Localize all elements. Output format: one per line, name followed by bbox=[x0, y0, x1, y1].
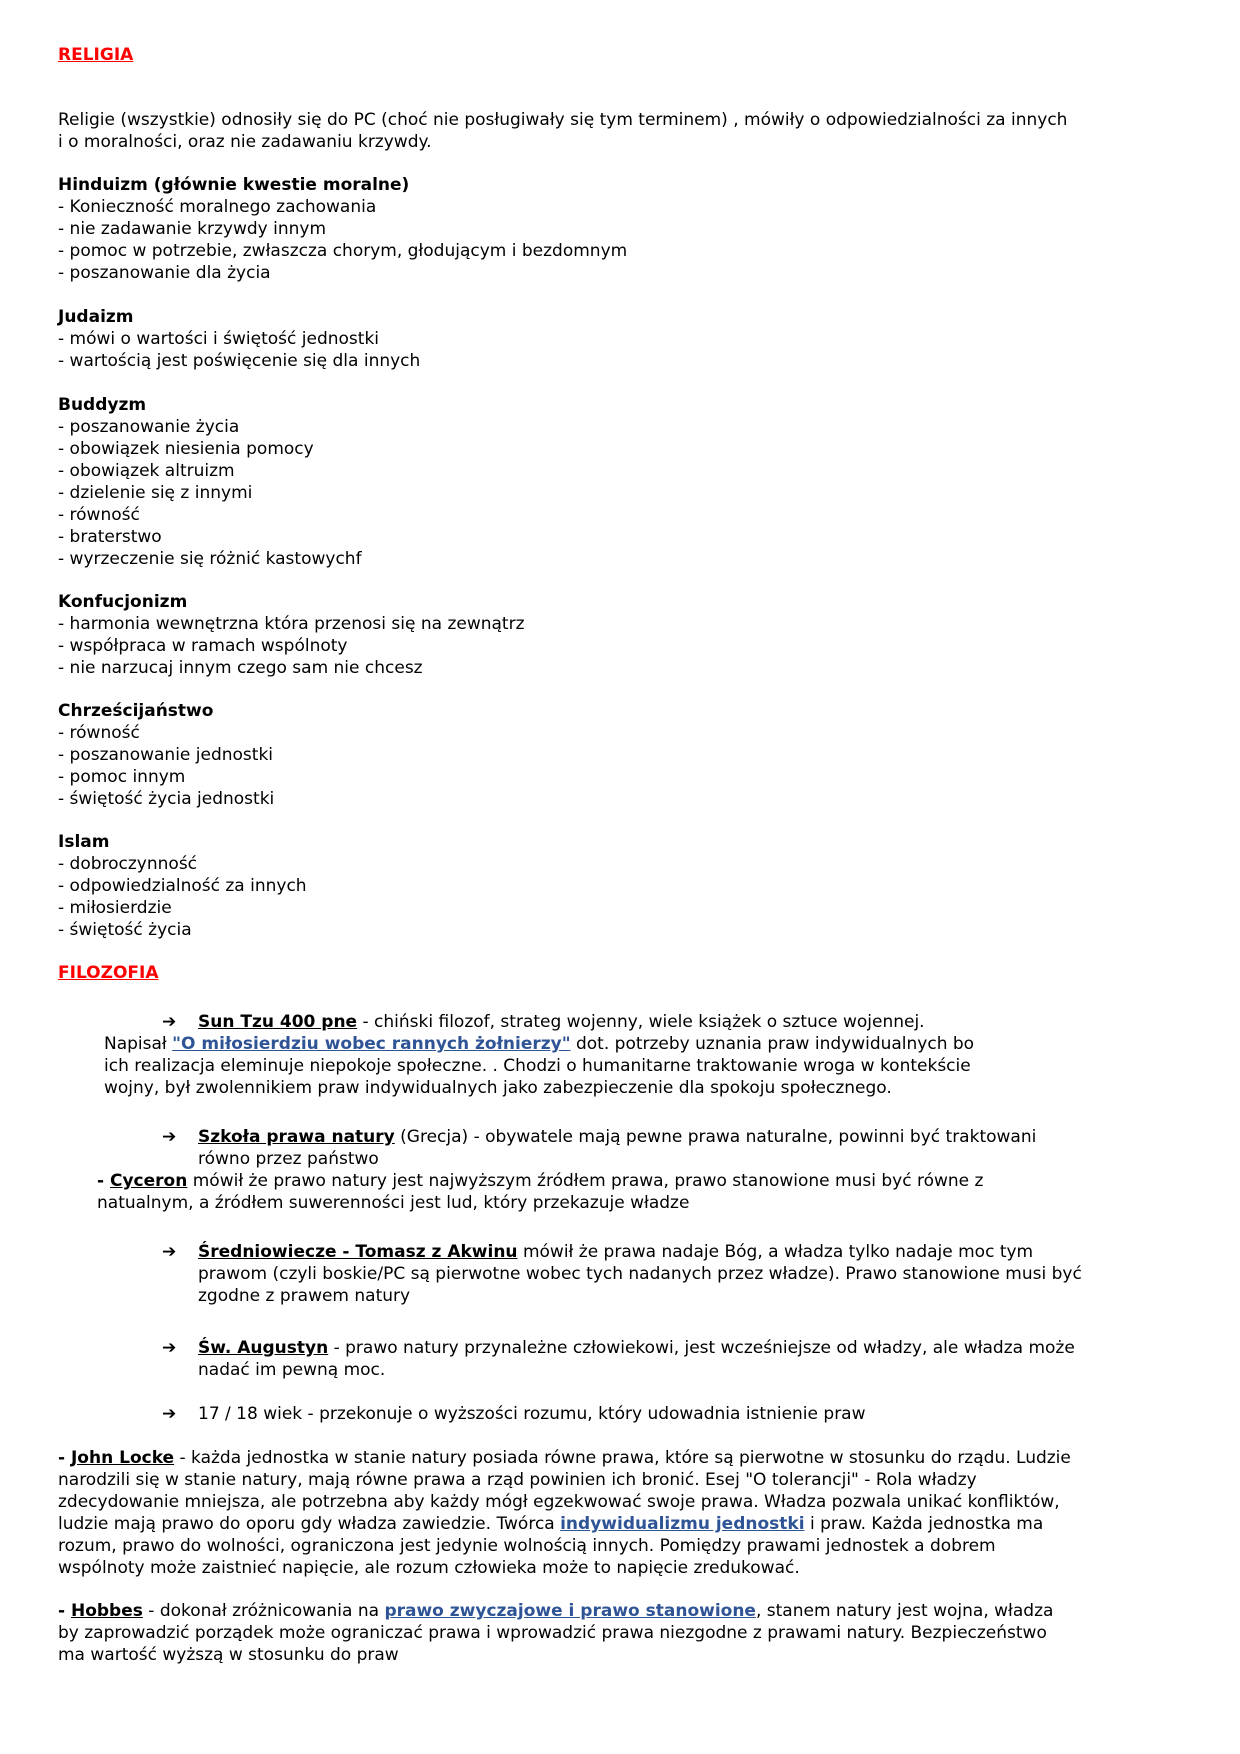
entry-text: by zaprowadzić porządek może ograniczać prawa i wprowadzić prawa niezgodne z prawami natury. Bezpieczeństwo bbox=[58, 1623, 1047, 1643]
entry-text: 17 / 18 wiek - przekonuje o wyższości rozumu, który udowadnia istnienie praw bbox=[198, 1404, 866, 1424]
dash: - bbox=[58, 1448, 71, 1468]
section-title: Islam bbox=[58, 832, 110, 852]
list-item: - braterstwo bbox=[58, 527, 162, 547]
arrow-icon: ➔ bbox=[162, 1127, 177, 1147]
list-item: - równość bbox=[58, 723, 140, 743]
list-item: - nie narzucaj innym czego sam nie chcesz bbox=[58, 658, 423, 678]
entry-text: - chiński filozof, strateg wojenny, wiele książek o sztuce wojennej. bbox=[357, 1012, 925, 1032]
section-chrzescijanstwo bbox=[58, 700, 274, 810]
list-item: - współpraca w ramach wspólnoty bbox=[58, 636, 348, 656]
cyceron-name: Cyceron bbox=[109, 1171, 188, 1191]
section-title: Judaizm bbox=[58, 307, 134, 327]
prawo-link[interactable]: prawo zwyczajowe i prawo stanowione bbox=[384, 1601, 756, 1621]
list-item: - równość bbox=[58, 505, 140, 525]
dash: - bbox=[58, 1601, 71, 1621]
arrow-icon: ➔ bbox=[162, 1338, 177, 1358]
intro-line: i o moralności, oraz nie zadawaniu krzywdy. bbox=[58, 132, 432, 152]
entry-text: ma wartość wyższą w stosunku do praw bbox=[58, 1645, 399, 1665]
list-item: - poszanowanie dla życia bbox=[58, 263, 271, 283]
list-item: - mówi o wartości i świętość jednostki bbox=[58, 329, 380, 349]
list-item: - dzielenie się z innymi bbox=[58, 483, 253, 503]
cyceron-entry bbox=[97, 1170, 983, 1214]
arrow-icon: ➔ bbox=[162, 1242, 177, 1262]
list-item: - Konieczność moralnego zachowania bbox=[58, 197, 377, 217]
section-islam bbox=[58, 831, 307, 941]
list-item: - miłosierdzie bbox=[58, 898, 172, 918]
dash: - bbox=[97, 1171, 110, 1191]
list-item: - świętość życia jednostki bbox=[58, 789, 275, 809]
list-item: - wartością jest poświęcenie się dla innych bbox=[58, 351, 421, 371]
religia-intro bbox=[58, 109, 1067, 153]
religia-heading: RELIGIA bbox=[58, 45, 134, 65]
locke-entry bbox=[58, 1447, 1071, 1579]
section-title: Buddyzm bbox=[58, 395, 147, 415]
list-item: - harmonia wewnętrzna która przenosi się na zewnątrz bbox=[58, 614, 525, 634]
entry-text: - dokonał zróżnicowania na bbox=[142, 1601, 385, 1621]
szkola-name: Szkoła prawa natury bbox=[198, 1127, 395, 1147]
entry-text: i praw. Każda jednostka ma bbox=[804, 1514, 1044, 1534]
entry-text: narodzili się w stanie natury, mają równe prawa a rząd powinien ich bronić. Esej "O tolerancji" - Rola władzy bbox=[58, 1470, 977, 1490]
entry-text: równo przez państwo bbox=[198, 1149, 379, 1169]
entry-text: wspólnoty może zaistnieć napięcie, ale rozum człowieka może to napięcie zredukować. bbox=[58, 1558, 800, 1578]
section-title: Hinduizm (głównie kwestie moralne) bbox=[58, 175, 410, 195]
entry-text: zgodne z prawem natury bbox=[198, 1286, 411, 1306]
list-item: - dobroczynność bbox=[58, 854, 198, 874]
entry-text: natualnym, a źródłem suwerenności jest lud, który przekazuje władze bbox=[97, 1193, 690, 1213]
sredniowiecze-name: Średniowiecze - Tomasz z Akwinu bbox=[198, 1242, 518, 1262]
list-item: - wyrzeczenie się różnić kastowychf bbox=[58, 549, 362, 569]
entry-text: mówił że prawa nadaje Bóg, a władza tylko nadaje moc tym bbox=[517, 1242, 1034, 1262]
section-hinduizm bbox=[58, 174, 627, 284]
arrow-icon: ➔ bbox=[162, 1012, 177, 1032]
entry-text: Napisał bbox=[104, 1034, 173, 1054]
list-item: - nie zadawanie krzywdy innym bbox=[58, 219, 326, 239]
entry-text: (Grecja) - obywatele mają pewne prawa naturalne, powinni być traktowani bbox=[394, 1127, 1037, 1147]
entry-text: wojny, był zwolennikiem praw indywidualnych jako zabezpieczenie dla spokoju społecznego. bbox=[104, 1078, 892, 1098]
list-item: - odpowiedzialność za innych bbox=[58, 876, 307, 896]
hobbes-name: Hobbes bbox=[70, 1601, 143, 1621]
sun-tzu-description bbox=[104, 1033, 974, 1099]
entry-text: rozum, prawo do wolności, ograniczona jest jedynie wolnością innych. Pomiędzy prawami jednostek a dobrem bbox=[58, 1536, 996, 1556]
section-title: Konfucjonizm bbox=[58, 592, 188, 612]
section-konfucjonizm bbox=[58, 591, 525, 679]
list-item: - świętość życia bbox=[58, 920, 192, 940]
entry-text: prawom (czyli boskie/PC są pierwotne wobec tych nadanych przez władze). Prawo stanowione musi być bbox=[198, 1264, 1082, 1284]
entry-text: ludzie mają prawo do oporu gdy władza zawiedzie. Twórca bbox=[58, 1514, 561, 1534]
list-item: - obowiązek altruizm bbox=[58, 461, 235, 481]
entry-text: - każda jednostka w stanie natury posiada równe prawa, które są pierwotne w stosunku do rządu. Ludzie bbox=[174, 1448, 1071, 1468]
section-title: Chrześcijaństwo bbox=[58, 701, 214, 721]
locke-name: John Locke bbox=[70, 1448, 175, 1468]
entry-text: dot. potrzeby uznania praw indywidualnych bo bbox=[570, 1034, 975, 1054]
list-item: - pomoc innym bbox=[58, 767, 186, 787]
arrow-icon: ➔ bbox=[162, 1404, 177, 1424]
entry-text: mówił że prawo natury jest najwyższym źródłem prawa, prawo stanowione musi być równe z bbox=[187, 1171, 984, 1191]
entry-text: zdecydowanie mniejsza, ale potrzebna aby każdy mógł egzekwować swoje prawa. Władza pozwala unikać konfliktów, bbox=[58, 1492, 1060, 1512]
entry-text: ich realizacja eleminuje niepokoje społeczne. . Chodzi o humanitarne traktowanie wroga w kontekście bbox=[104, 1056, 971, 1076]
list-item: - poszanowanie jednostki bbox=[58, 745, 274, 765]
entry-text: - prawo natury przynależne człowiekowi, jest wcześniejsze od władzy, ale władza może bbox=[328, 1338, 1075, 1358]
filozofia-heading: FILOZOFIA bbox=[58, 963, 159, 983]
entry-text: , stanem natury jest wojna, władza bbox=[755, 1601, 1054, 1621]
sun-tzu-name: Sun Tzu 400 pne bbox=[198, 1012, 358, 1032]
indywidualizm-link[interactable]: indywidualizmu jednostki bbox=[560, 1514, 805, 1534]
list-item: - pomoc w potrzebie, zwłaszcza chorym, głodującym i bezdomnym bbox=[58, 241, 628, 261]
section-judaizm bbox=[58, 306, 420, 372]
list-item: - obowiązek niesienia pomocy bbox=[58, 439, 314, 459]
section-buddyzm bbox=[58, 394, 362, 570]
list-item: - poszanowanie życia bbox=[58, 417, 240, 437]
augustyn-name: Św. Augustyn bbox=[198, 1338, 329, 1358]
intro-line: Religie (wszystkie) odnosiły się do PC (choć nie posługiwały się tym terminem) , mówiły o odpowiedzialności za innych bbox=[58, 110, 1068, 130]
entry-text: nadać im pewną moc. bbox=[198, 1360, 386, 1380]
hobbes-entry bbox=[58, 1600, 1053, 1666]
sun-tzu-work-link[interactable]: "O miłosierdziu wobec rannych żołnierzy" bbox=[172, 1034, 571, 1054]
